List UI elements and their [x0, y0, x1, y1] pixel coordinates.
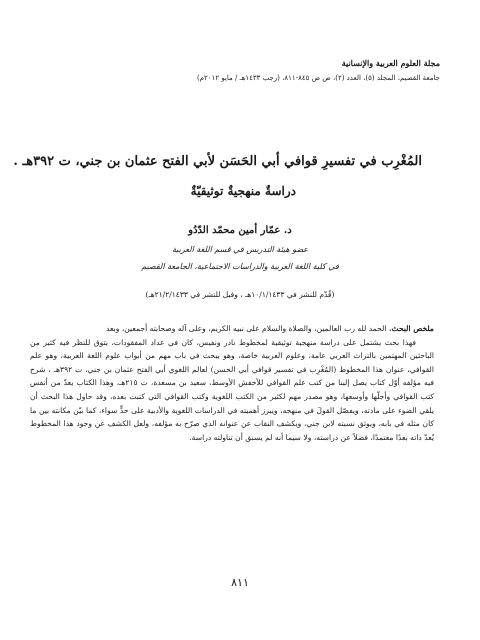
author-affiliation-2: في كلية اللغة العربية والدراسات الاجتماعية، الجامعة القصيم [141, 262, 339, 271]
journal-citation: جامعة القصيم، المجلد (٥)، العدد (٢)، ص ص ٨٤٥-٨١١، (رجب ١٤٣٣هـ / مايو ٢٠١٢م) [196, 74, 440, 82]
author-affiliation-1: عضو هيئة التدريس في قسم اللغة العربية [171, 245, 309, 254]
abstract [30, 322, 434, 444]
journal-name: مجلة العلوم العربية والإنسانية [341, 58, 440, 68]
abstract-opening [30, 322, 434, 336]
abstract-opening-text: الحمد لله رب العالمين، والصلاة والسلام على نبيه الكريم، وعلى آله وصحابته أجمعين، وبعد [105, 324, 387, 333]
submission-dates: (قُدّم للنشر في ١٠/١/١٤٣٣هـ ، وقبل للنشر في ٢١/٢/١٤٣٣هـ) [145, 290, 335, 299]
author-name: د. عمّار أمين محمّد الدّدُو [188, 225, 292, 236]
abstract-body: فهذا بحث يشتمل على دراسة منهجية توثيقية لمخطوط نادر ونفيس، كان في عداد المفقودات، يتوق للنظر فيه كثير من الباحثين المهتمين بالتراث العربي عامة، وعلوم العربية خاصة، وهو يبحث في باب مهم من أبواب علوم اللغة العربية، وهو علم القوافي، عنوان هذا المخطوط (المُغْرِب في تفسير قوافي أبي الحسن) لعالم اللغوي أبي الفتح عثمان بن جني، ت ٣٩٢هـ ، شرح فيه مؤلفه أوّل كتاب يصل إلينا من كتب علم القوافي للأخفش الأوسط، سعيد بن مسعدة، ت ٢١٥هـ، وهذا الكتاب يعدّ من أنفس كتب القوافي وأجلّها وأوسعها، وهو مصدر مهم لكثير من الكتب اللغوية وكتب القوافي التي كتبت بعده، وقد حاول هذا البحث أن يلقي الضوء على مادته، ويفصّل القولَ في منهجه، ويبرز أهميته في الدراسات اللغوية والأدبية على حدٍّ سواء، كما بيّن مكانته بين ما كان مثله في بابه، ويوثق نسبته لابن جني، ويكشف النقاب عن عنوانه الذي صرّح به مؤلفه، ولعل الكشف عن وجود هذا المخطوط يُعدّ ذاته بعدًا معتمدًا، فضلاً عن دراسته، ولا سيما أنه لم يسبق أن تناولته دراسة. [30, 337, 434, 442]
abstract-label: ملخص البحث. [388, 324, 434, 333]
article-title: المُغْرِب في تفسيرِ قوافي أبي الحَسَن لأبي الفتح عثمان بن جني، ت ٣٩٢هـ . [13, 154, 422, 169]
article-subtitle: دراسةٌ منهجيةٌ توثيقيّةٌ [190, 184, 296, 198]
page-number: ٨١١ [231, 576, 249, 589]
